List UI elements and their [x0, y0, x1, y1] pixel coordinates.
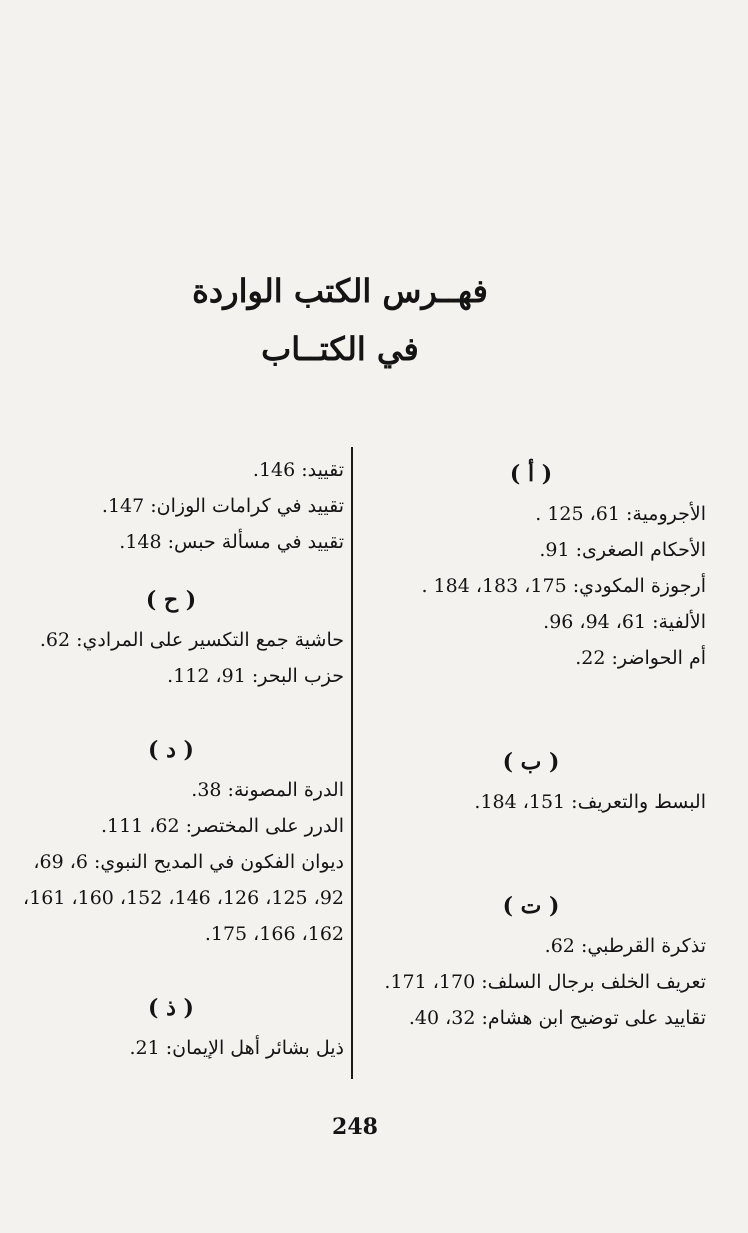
left-column: [0, 452, 344, 1066]
section-letter-ta: ( ت ): [502, 893, 560, 919]
index-entry: تعريف الخلف برجال السلف: 170، 171.: [384, 971, 706, 993]
section-letter-alif: ( أ ): [509, 461, 553, 487]
index-title-line2: في الكتــاب: [261, 330, 419, 368]
index-entry: البسط والتعريف: 151، 184.: [474, 791, 706, 813]
index-entry: الدرة المصونة: 38.: [191, 779, 344, 801]
section-letter-ba: ( ب ): [502, 749, 560, 775]
index-entry: ذيل بشائر أهل الإيمان: 21.: [129, 1037, 344, 1059]
section-letter-ha: ( ح ): [145, 587, 197, 613]
index-entry: تقييد: 146.: [252, 459, 344, 481]
index-entry: تقييد في مسألة حبس: 148.: [119, 531, 344, 553]
page-number: 248: [332, 1114, 378, 1140]
index-entry: تقييد في كرامات الوزان: 147.: [101, 495, 344, 517]
index-entry: أم الحواضر: 22.: [575, 647, 706, 669]
index-entry: الأحكام الصغرى: 91.: [539, 539, 706, 561]
section-letter-dhal: ( ذ ): [148, 995, 194, 1021]
index-entry: الدرر على المختصر: 62، 111.: [100, 815, 344, 837]
index-entry: ديوان الفكون في المديح النبوي: 6، 69، 92، 125، 126، 146، 152، 160، 161، 162، 166، 175.: [23, 851, 344, 945]
index-entry: أرجوزة المكودي: 175، 183، 184 .: [421, 575, 706, 597]
index-title-line1: فهــرس الكتب الواردة: [192, 272, 488, 310]
index-entry: حاشية جمع التكسير على المرادي: 62.: [39, 629, 344, 651]
right-column: [356, 452, 706, 1036]
index-entry: تقاييد على توضيح ابن هشام: 32، 40.: [408, 1007, 706, 1029]
index-entry: حزب البحر: 91، 112.: [167, 665, 344, 687]
index-entry: تذكرة القرطبي: 62.: [544, 935, 706, 957]
index-entry: الأجرومية: 61، 125 .: [535, 503, 706, 525]
column-divider: [351, 447, 353, 1079]
index-entry: الألفية: 61، 94، 96.: [543, 611, 706, 633]
section-letter-dal: ( د ): [148, 737, 194, 763]
